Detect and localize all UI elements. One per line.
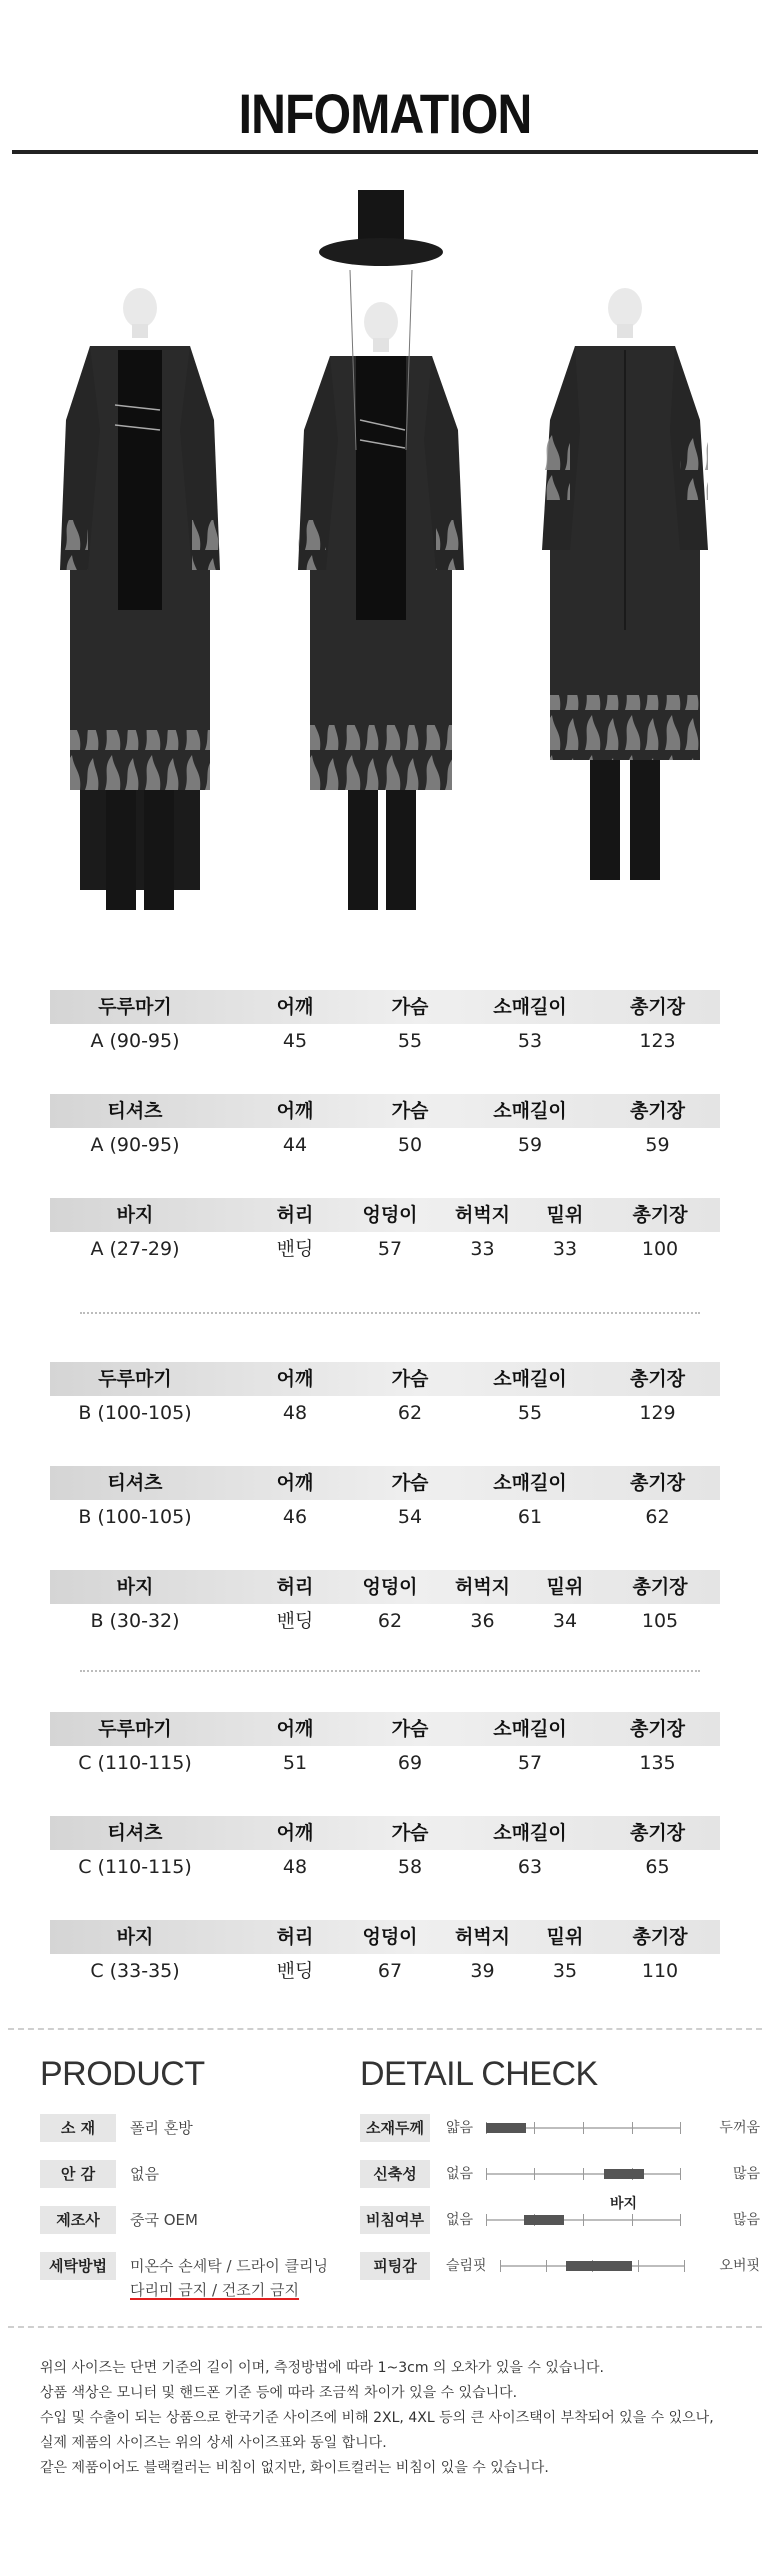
scale-max-label: 두꺼움 xyxy=(719,2120,760,2136)
value-cell: 36 xyxy=(470,1610,495,1632)
product-value: 없음 xyxy=(130,2165,159,2183)
header-cell: 바지 xyxy=(116,1204,154,1226)
scale-marker xyxy=(604,2169,644,2179)
header-cell: 티셔츠 xyxy=(107,1472,163,1494)
detail-row-fit xyxy=(360,2252,760,2280)
header-cell: 소매길이 xyxy=(493,1822,567,1844)
value-cell: A (27-29) xyxy=(90,1238,180,1260)
value-cell: 54 xyxy=(397,1506,423,1528)
value-cell: 51 xyxy=(282,1752,308,1774)
product-photo xyxy=(60,190,720,910)
mannequin-back xyxy=(542,288,708,880)
value-cell: 34 xyxy=(552,1610,578,1632)
scale-tick xyxy=(500,2260,501,2272)
header-cell: 가슴 xyxy=(391,1100,429,1122)
scale-track xyxy=(486,2219,681,2221)
header-cell: 총기장 xyxy=(629,1100,686,1122)
scale-max-label: 오버핏 xyxy=(719,2258,760,2274)
scale-max-label: 많음 xyxy=(732,2212,760,2228)
header-cell: 가슴 xyxy=(391,1718,429,1740)
value-cell: A (90-95) xyxy=(90,1134,180,1156)
header-cell: 엉덩이 xyxy=(362,1204,418,1226)
header-cell: 어깨 xyxy=(276,1100,314,1122)
header-cell: 소매길이 xyxy=(493,996,567,1018)
value-cell: 62 xyxy=(645,1506,670,1528)
value-cell: 105 xyxy=(641,1610,679,1632)
header-cell: 가슴 xyxy=(391,996,429,1018)
page-title: INFOMATION xyxy=(238,82,532,145)
value-cell: 63 xyxy=(517,1856,543,1878)
header-cell: 어깨 xyxy=(276,1472,314,1494)
scale-track xyxy=(500,2265,685,2267)
header-cell: 두루마기 xyxy=(98,1718,172,1740)
value-cell: 100 xyxy=(641,1238,679,1260)
scale-tick xyxy=(546,2260,547,2272)
product-value: 폴리 혼방 xyxy=(130,2119,193,2137)
header-cell: 어깨 xyxy=(276,1368,314,1390)
value-cell: 59 xyxy=(517,1134,543,1156)
group-divider xyxy=(80,1670,700,1672)
value-cell: 39 xyxy=(470,1960,495,1982)
value-cell: C (33-35) xyxy=(90,1960,180,1982)
header-cell: 총기장 xyxy=(632,1204,688,1226)
detail-title: DETAIL CHECK xyxy=(360,2055,598,2093)
table-row-pants xyxy=(50,1232,720,1266)
table-row-coat xyxy=(50,1396,720,1430)
scale-tick xyxy=(680,2168,681,2180)
detail-label: 소재두께 xyxy=(360,2114,430,2142)
value-cell: A (90-95) xyxy=(90,1030,180,1052)
value-cell: 57 xyxy=(517,1752,543,1774)
header-cell: 어깨 xyxy=(276,996,314,1018)
scale-max-label: 많음 xyxy=(732,2166,760,2182)
header-cell: 총기장 xyxy=(629,1472,686,1494)
header-cell: 허리 xyxy=(276,1576,314,1598)
header-cell: 두루마기 xyxy=(98,1368,172,1390)
value-cell: 123 xyxy=(639,1030,676,1052)
table-header-pants xyxy=(50,1570,720,1604)
note-line: 실제 제품의 사이즈는 위의 상세 사이즈표와 동일 합니다. xyxy=(40,2435,387,2451)
table-row-coat xyxy=(50,1746,720,1780)
table-header-tshirt xyxy=(50,1816,720,1850)
table-header-pants xyxy=(50,1920,720,1954)
value-cell: 밴딩 xyxy=(276,1960,314,1982)
scale-tick xyxy=(632,2214,633,2226)
value-cell: 65 xyxy=(645,1856,670,1878)
scale-tick xyxy=(534,2122,535,2134)
table-header-coat xyxy=(50,990,720,1024)
scale-tick xyxy=(632,2122,633,2134)
table-header-coat xyxy=(50,1712,720,1746)
mannequin-front xyxy=(60,288,220,910)
section-divider xyxy=(8,2326,762,2328)
value-cell: 62 xyxy=(397,1402,423,1424)
detail-label: 피팅감 xyxy=(360,2252,430,2280)
scale-note: 바지 xyxy=(610,2196,638,2212)
detail-row-thickness xyxy=(360,2114,760,2142)
note-line: 상품 색상은 모니터 및 핸드폰 기준 등에 따라 조금씩 차이가 있을 수 있습니다. xyxy=(40,2385,518,2401)
value-cell: 50 xyxy=(397,1134,423,1156)
header-cell: 소매길이 xyxy=(493,1100,567,1122)
note-line: 위의 사이즈는 단면 기준의 길이 이며, 측정방법에 따라 1~3cm 의 오차가 있을 수 있습니다. xyxy=(40,2360,604,2376)
header-cell: 소매길이 xyxy=(493,1472,567,1494)
value-cell: 44 xyxy=(282,1134,308,1156)
notes-section xyxy=(40,2356,740,2481)
value-cell: 55 xyxy=(517,1402,543,1424)
value-cell: 58 xyxy=(397,1856,423,1878)
scale-min-label: 없음 xyxy=(446,2166,474,2182)
scale-track xyxy=(486,2127,681,2129)
header-cell: 엉덩이 xyxy=(362,1926,418,1948)
header-cell: 바지 xyxy=(116,1576,154,1598)
header-cell: 밑위 xyxy=(546,1926,584,1948)
header-cell: 밑위 xyxy=(546,1576,584,1598)
value-cell: 48 xyxy=(282,1856,308,1878)
scale-track xyxy=(486,2173,681,2212)
scale-tick xyxy=(583,2214,584,2226)
header-cell: 어깨 xyxy=(276,1718,314,1740)
value-cell: 밴딩 xyxy=(276,1238,314,1260)
table-header-pants xyxy=(50,1198,720,1232)
value-cell: 33 xyxy=(552,1238,578,1260)
scale-tick xyxy=(684,2260,685,2272)
scale-tick xyxy=(638,2260,639,2272)
value-cell: B (100-105) xyxy=(78,1402,192,1424)
value-cell: 61 xyxy=(517,1506,543,1528)
table-row-pants xyxy=(50,1604,720,1638)
scale-marker xyxy=(566,2261,632,2271)
value-cell: 57 xyxy=(377,1238,403,1260)
value-cell: 55 xyxy=(397,1030,423,1052)
scale-tick xyxy=(583,2168,584,2180)
header-cell: 허벅지 xyxy=(454,1926,511,1948)
product-value: 미온수 손세탁 / 드라이 클리닝 xyxy=(130,2257,329,2275)
scale-tick xyxy=(486,2214,487,2226)
value-cell: 밴딩 xyxy=(276,1610,314,1632)
note-line: 같은 제품이어도 블랙컬러는 비침이 없지만, 화이트컬러는 비침이 있을 수 있습니다. xyxy=(40,2460,549,2476)
header-cell: 소매길이 xyxy=(493,1718,567,1740)
header-cell: 허리 xyxy=(276,1204,314,1226)
table-header-tshirt xyxy=(50,1466,720,1500)
product-label: 제조사 xyxy=(40,2206,116,2234)
note-line: 수입 및 수출이 되는 상품으로 한국기준 사이즈에 비해 2XL, 4XL 등의 큰 사이즈택이 부착되어 있을 수 있으나, xyxy=(40,2410,714,2426)
header-cell: 총기장 xyxy=(629,996,686,1018)
table-row-coat xyxy=(50,1024,720,1058)
value-cell: 48 xyxy=(282,1402,308,1424)
scale-tick xyxy=(534,2168,535,2180)
value-cell: 67 xyxy=(377,1960,403,1982)
header-cell: 가슴 xyxy=(391,1822,429,1844)
section-divider xyxy=(8,2028,762,2030)
scale-tick xyxy=(680,2214,681,2226)
product-title: PRODUCT xyxy=(40,2055,205,2093)
header-cell: 바지 xyxy=(116,1926,154,1948)
title-section xyxy=(0,0,770,160)
value-cell: C (110-115) xyxy=(78,1856,192,1878)
scale-min-label: 슬림핏 xyxy=(446,2258,487,2274)
product-label: 세탁방법 xyxy=(40,2252,116,2280)
header-cell: 총기장 xyxy=(629,1368,686,1390)
value-cell: B (100-105) xyxy=(78,1506,192,1528)
value-cell: B (30-32) xyxy=(90,1610,180,1632)
value-cell: 33 xyxy=(470,1238,495,1260)
value-cell: 53 xyxy=(517,1030,543,1052)
scale-tick xyxy=(486,2168,487,2180)
value-cell: 59 xyxy=(645,1134,670,1156)
value-cell: 110 xyxy=(641,1960,679,1982)
product-value: 중국 OEM xyxy=(130,2211,198,2229)
scale-marker xyxy=(524,2215,564,2225)
header-cell: 총기장 xyxy=(629,1718,686,1740)
value-cell: 62 xyxy=(377,1610,403,1632)
product-label: 소 재 xyxy=(40,2114,116,2142)
header-cell: 가슴 xyxy=(391,1368,429,1390)
table-row-pants xyxy=(50,1954,720,1988)
header-cell: 소매길이 xyxy=(493,1368,567,1390)
header-cell: 티셔츠 xyxy=(107,1822,163,1844)
table-header-coat xyxy=(50,1362,720,1396)
value-cell: 135 xyxy=(639,1752,676,1774)
scale-min-label: 얇음 xyxy=(446,2120,474,2136)
detail-label: 신축성 xyxy=(360,2160,430,2188)
mannequin-front-hat xyxy=(298,190,464,910)
group-divider xyxy=(80,1312,700,1314)
product-value-warning: 다리미 금지 / 건조기 금지 xyxy=(130,2281,300,2299)
product-label: 안 감 xyxy=(40,2160,116,2188)
value-cell: 45 xyxy=(282,1030,308,1052)
header-cell: 엉덩이 xyxy=(362,1576,418,1598)
detail-row-sheerness xyxy=(360,2206,760,2234)
value-cell: C (110-115) xyxy=(78,1752,192,1774)
detail-label: 비침여부 xyxy=(360,2206,430,2234)
header-cell: 두루마기 xyxy=(98,996,172,1018)
table-header-tshirt xyxy=(50,1094,720,1128)
value-cell: 129 xyxy=(639,1402,676,1424)
title-rule xyxy=(12,150,758,154)
header-cell: 총기장 xyxy=(629,1822,686,1844)
table-row-tshirt xyxy=(50,1128,720,1162)
header-cell: 허리 xyxy=(276,1926,314,1948)
detail-row-stretch xyxy=(360,2160,760,2212)
scale-tick xyxy=(680,2122,681,2134)
header-cell: 티셔츠 xyxy=(107,1100,163,1122)
scale-marker xyxy=(486,2123,526,2133)
value-cell: 46 xyxy=(282,1506,308,1528)
scale-min-label: 없음 xyxy=(446,2212,474,2228)
header-cell: 어깨 xyxy=(276,1822,314,1844)
header-cell: 밑위 xyxy=(546,1204,584,1226)
header-cell: 허벅지 xyxy=(454,1204,511,1226)
value-cell: 35 xyxy=(552,1960,578,1982)
scale-tick xyxy=(583,2122,584,2134)
header-cell: 총기장 xyxy=(632,1576,688,1598)
table-row-tshirt xyxy=(50,1500,720,1534)
header-cell: 총기장 xyxy=(632,1926,688,1948)
header-cell: 가슴 xyxy=(391,1472,429,1494)
table-row-tshirt xyxy=(50,1850,720,1884)
header-cell: 허벅지 xyxy=(454,1576,511,1598)
value-cell: 69 xyxy=(397,1752,423,1774)
